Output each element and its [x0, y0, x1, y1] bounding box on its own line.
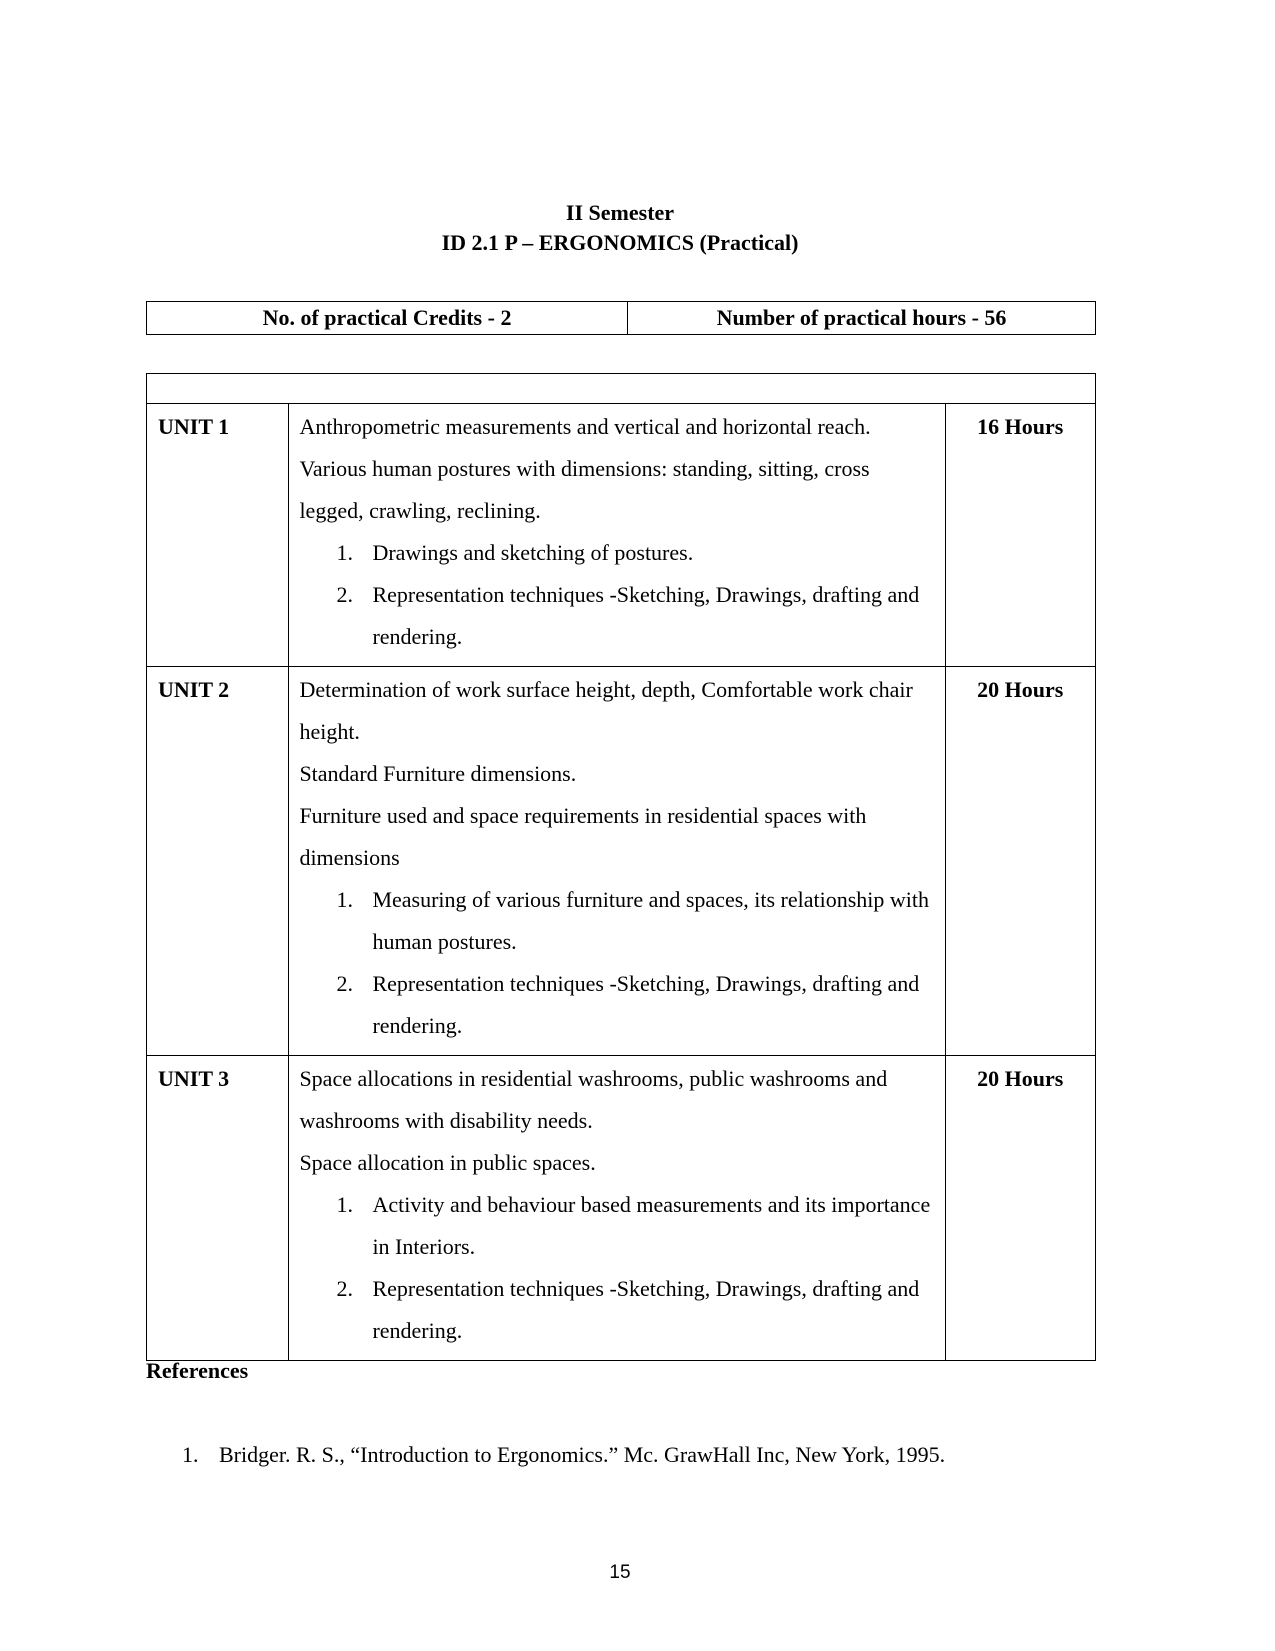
- list-item-text: Measuring of various furniture and spaces, its relationship with human postures.: [372, 887, 930, 954]
- list-item-text: Drawings and sketching of postures.: [372, 540, 694, 565]
- credits-table: [146, 301, 1096, 335]
- credits-cell: No. of practical Credits - 2: [147, 302, 628, 335]
- reference-text: Bridger. R. S., “Introduction to Ergonomics.” Mc. GrawHall Inc, New York, 1995.: [219, 1442, 946, 1467]
- unit-hours: 20 Hours: [945, 1056, 1096, 1361]
- unit-paragraph: Anthropometric measurements and vertical and horizontal reach.: [299, 414, 871, 439]
- unit-label: UNIT 1: [147, 404, 289, 667]
- units-table: [146, 373, 1096, 1361]
- unit-content: [289, 404, 945, 667]
- unit-task-list: [299, 879, 936, 1047]
- list-item: [299, 879, 936, 963]
- unit-content: [289, 1056, 945, 1361]
- title-block: [0, 198, 1240, 258]
- unit-row: [147, 404, 1096, 667]
- unit-label: UNIT 3: [147, 1056, 289, 1361]
- list-number: 2.: [336, 971, 353, 996]
- unit-content: [289, 667, 945, 1056]
- unit-row: [147, 1056, 1096, 1361]
- blank-header-cell: [147, 374, 1096, 404]
- unit-row: [147, 667, 1096, 1056]
- unit-paragraph: Space allocations in residential washrooms, public washrooms and washrooms with disability needs.: [299, 1066, 888, 1133]
- unit-paragraph: Space allocation in public spaces.: [299, 1150, 596, 1175]
- credits-row: [147, 302, 1096, 335]
- list-item-text: Activity and behaviour based measurements and its importance in Interiors.: [372, 1192, 931, 1259]
- course-title: ID 2.1 P – ERGONOMICS (Practical): [441, 230, 799, 255]
- semester-heading: II Semester: [565, 200, 675, 225]
- list-number: 1.: [336, 887, 353, 912]
- list-item: [299, 1268, 936, 1352]
- blank-header-row: [147, 374, 1096, 404]
- unit-paragraph: Furniture used and space requirements in residential spaces with dimensions: [299, 803, 867, 870]
- unit-hours: 20 Hours: [945, 667, 1096, 1056]
- unit-task-list: [299, 1184, 936, 1352]
- list-item: [299, 574, 936, 658]
- hours-total-cell: Number of practical hours - 56: [628, 302, 1096, 335]
- list-item-text: Representation techniques -Sketching, Drawings, drafting and rendering.: [372, 582, 920, 649]
- unit-paragraph: Standard Furniture dimensions.: [299, 761, 577, 786]
- list-item: [299, 1184, 936, 1268]
- list-number: 1.: [336, 540, 353, 565]
- reference-item: [146, 1442, 945, 1468]
- unit-paragraph: Determination of work surface height, depth, Comfortable work chair height.: [299, 677, 913, 744]
- list-number: 2.: [336, 1276, 353, 1301]
- list-number: 2.: [336, 582, 353, 607]
- reference-number: 1.: [182, 1442, 199, 1467]
- references-heading: References: [146, 1358, 249, 1383]
- unit-hours: 16 Hours: [945, 404, 1096, 667]
- references-list: [146, 1442, 945, 1468]
- unit-paragraph: Various human postures with dimensions: standing, sitting, cross legged, crawling, reclining.: [299, 456, 870, 523]
- page-number: 15: [609, 1562, 631, 1583]
- list-item: [299, 963, 936, 1047]
- list-item-text: Representation techniques -Sketching, Drawings, drafting and rendering.: [372, 971, 920, 1038]
- list-number: 1.: [336, 1192, 353, 1217]
- unit-task-list: [299, 532, 936, 658]
- unit-label: UNIT 2: [147, 667, 289, 1056]
- list-item: [299, 532, 936, 574]
- list-item-text: Representation techniques -Sketching, Drawings, drafting and rendering.: [372, 1276, 920, 1343]
